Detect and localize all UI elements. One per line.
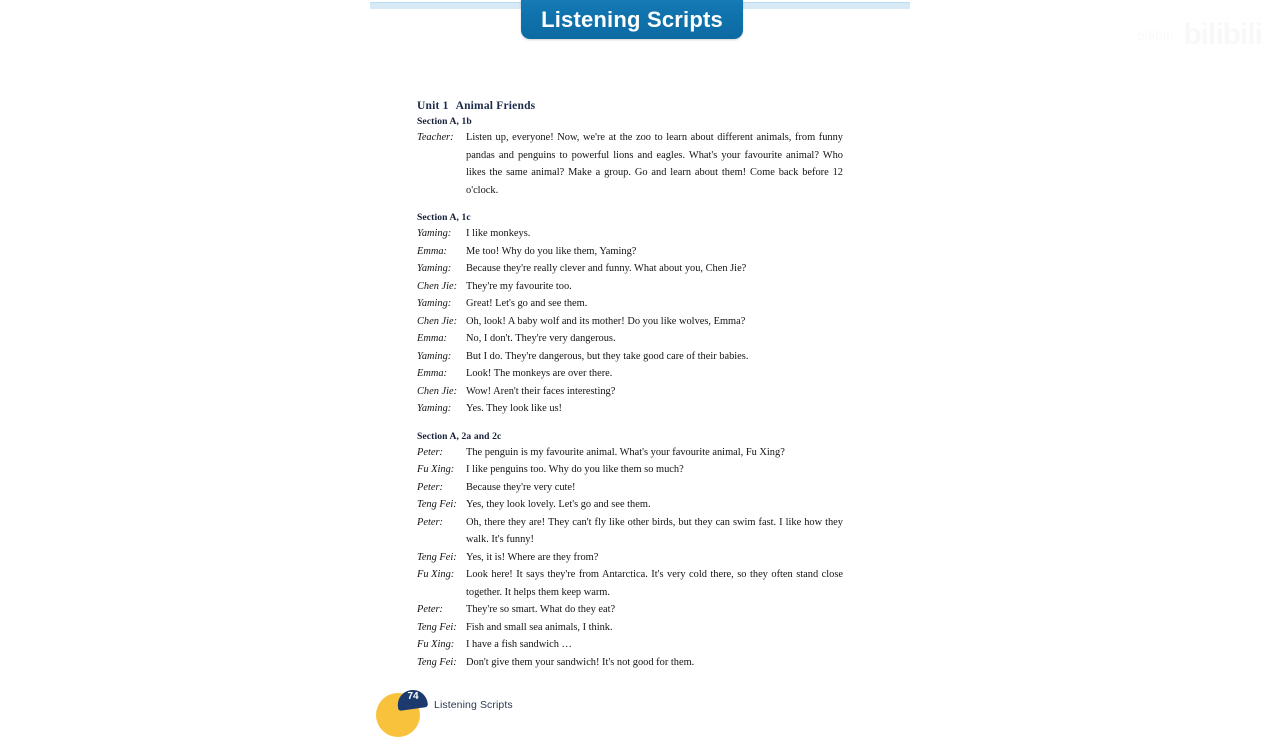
script-line [417,225,843,243]
speaker-label: Yaming: [417,263,452,274]
page-footer [376,690,513,720]
watermark-text: bilibili [1137,27,1174,43]
speaker-label: Yaming: [417,228,452,239]
speaker-utterance: I like monkeys. [466,228,531,239]
footer-label: Listening Scripts [434,699,513,711]
speaker-utterance: Great! Let's go and see them. [466,298,588,309]
speaker-utterance: Yes, they look lovely. Let's go and see them. [466,499,651,510]
script-line [417,383,843,401]
speaker-label: Teng Fei: [417,499,457,510]
speaker-utterance: Yes, it is! Where are they from? [466,551,599,563]
speaker-utterance: I like penguins too. Why do you like them so much? [466,464,684,475]
page-number: 74 [407,691,419,702]
script-line [417,566,843,601]
speaker-utterance: Fish and small sea animals, I think. [466,621,613,633]
speaker-label: Peter: [417,516,443,528]
speaker-label: Chen Jie: [417,280,458,292]
section-block [417,431,843,672]
speaker-utterance: But I do. They're dangerous, but they take good care of their babies. [466,350,749,362]
speaker-label: Teng Fei: [417,621,457,633]
speaker-label: Chen Jie: [417,385,458,397]
script-line [417,601,843,619]
script-line [417,295,843,313]
script-line [417,619,843,637]
speaker-label: Peter: [417,604,443,615]
script-line [417,654,843,672]
speaker-utterance: No, I don't. They're very dangerous. [466,333,616,344]
speaker-utterance: Yes. They look like us! [466,403,563,414]
section-heading: Section A, 1c [417,212,471,223]
page-number-badge [376,690,428,720]
script-line [417,260,843,278]
script-page-content [417,100,843,671]
section-heading: Section A, 2a and 2c [417,430,502,442]
script-line [417,243,843,261]
section-block [417,116,843,199]
banner-title: Listening Scripts [541,7,723,32]
speaker-label: Teacher: [417,132,454,143]
unit-heading [417,100,843,112]
speaker-utterance: Look here! It says they're from Antarctica. It's very cold there, so they often stand close together. It helps them keep warm. [466,569,843,598]
speaker-label: Emma: [417,333,448,344]
script-line [417,514,843,549]
script-line [417,330,843,348]
speaker-utterance: I have a fish sandwich … [466,639,572,650]
script-line [417,313,843,331]
speaker-label: Emma: [417,245,448,257]
speaker-utterance: Oh, look! A baby wolf and its mother! Do you like wolves, Emma? [466,315,746,327]
script-line [417,496,843,514]
speaker-label: Fu Xing: [417,569,455,580]
script-line [417,348,843,366]
script-line [417,129,843,199]
script-line [417,365,843,383]
speaker-label: Peter: [417,446,443,458]
speaker-label: Fu Xing: [417,639,455,650]
speaker-utterance: Wow! Aren't their faces interesting? [466,385,616,397]
speaker-utterance: Listen up, everyone! Now, we're at the zoo to learn about different animals, from funny pandas and penguins to powerful lions and eagles. What's your favourite animal? Who likes the same animal? Make a group. Go and learn about them! Come back before 12 o'clock. [466,132,843,196]
script-line [417,461,843,479]
speaker-label: Yaming: [417,350,452,362]
speaker-label: Emma: [417,368,448,379]
script-line [417,278,843,296]
speaker-utterance: Oh, there they are! They can't fly like other birds, but they can swim fast. I like how they walk. It's funny! [466,516,843,545]
speaker-utterance: Don't give them your sandwich! It's not good for them. [466,656,695,668]
page-header [0,0,1280,44]
script-line [417,479,843,497]
script-line [417,549,843,567]
script-line [417,444,843,462]
speaker-utterance: Me too! Why do you like them, Yaming? [466,245,637,257]
speaker-utterance: Because they're very cute! [466,481,576,493]
bilibili-logo-icon: bilibili [1183,18,1262,51]
speaker-label: Chen Jie: [417,315,458,327]
script-line [417,636,843,654]
unit-name: Animal Friends [455,100,536,112]
speaker-label: Fu Xing: [417,464,455,475]
listening-scripts-banner [521,0,743,39]
unit-number: Unit 1 [417,100,449,112]
speaker-label: Teng Fei: [417,551,457,563]
speaker-utterance: They're my favourite too. [466,280,572,292]
speaker-label: Peter: [417,481,443,493]
speaker-utterance: Look! The monkeys are over there. [466,368,613,379]
speaker-utterance: Because they're really clever and funny. What about you, Chen Jie? [466,263,747,274]
speaker-label: Teng Fei: [417,656,457,668]
speaker-utterance: They're so smart. What do they eat? [466,604,616,615]
speaker-label: Yaming: [417,298,452,309]
script-line [417,400,843,418]
section-block [417,212,843,418]
speaker-label: Yaming: [417,403,452,414]
section-heading: Section A, 1b [417,116,472,127]
speaker-utterance: The penguin is my favourite animal. What's your favourite animal, Fu Xing? [466,446,785,458]
